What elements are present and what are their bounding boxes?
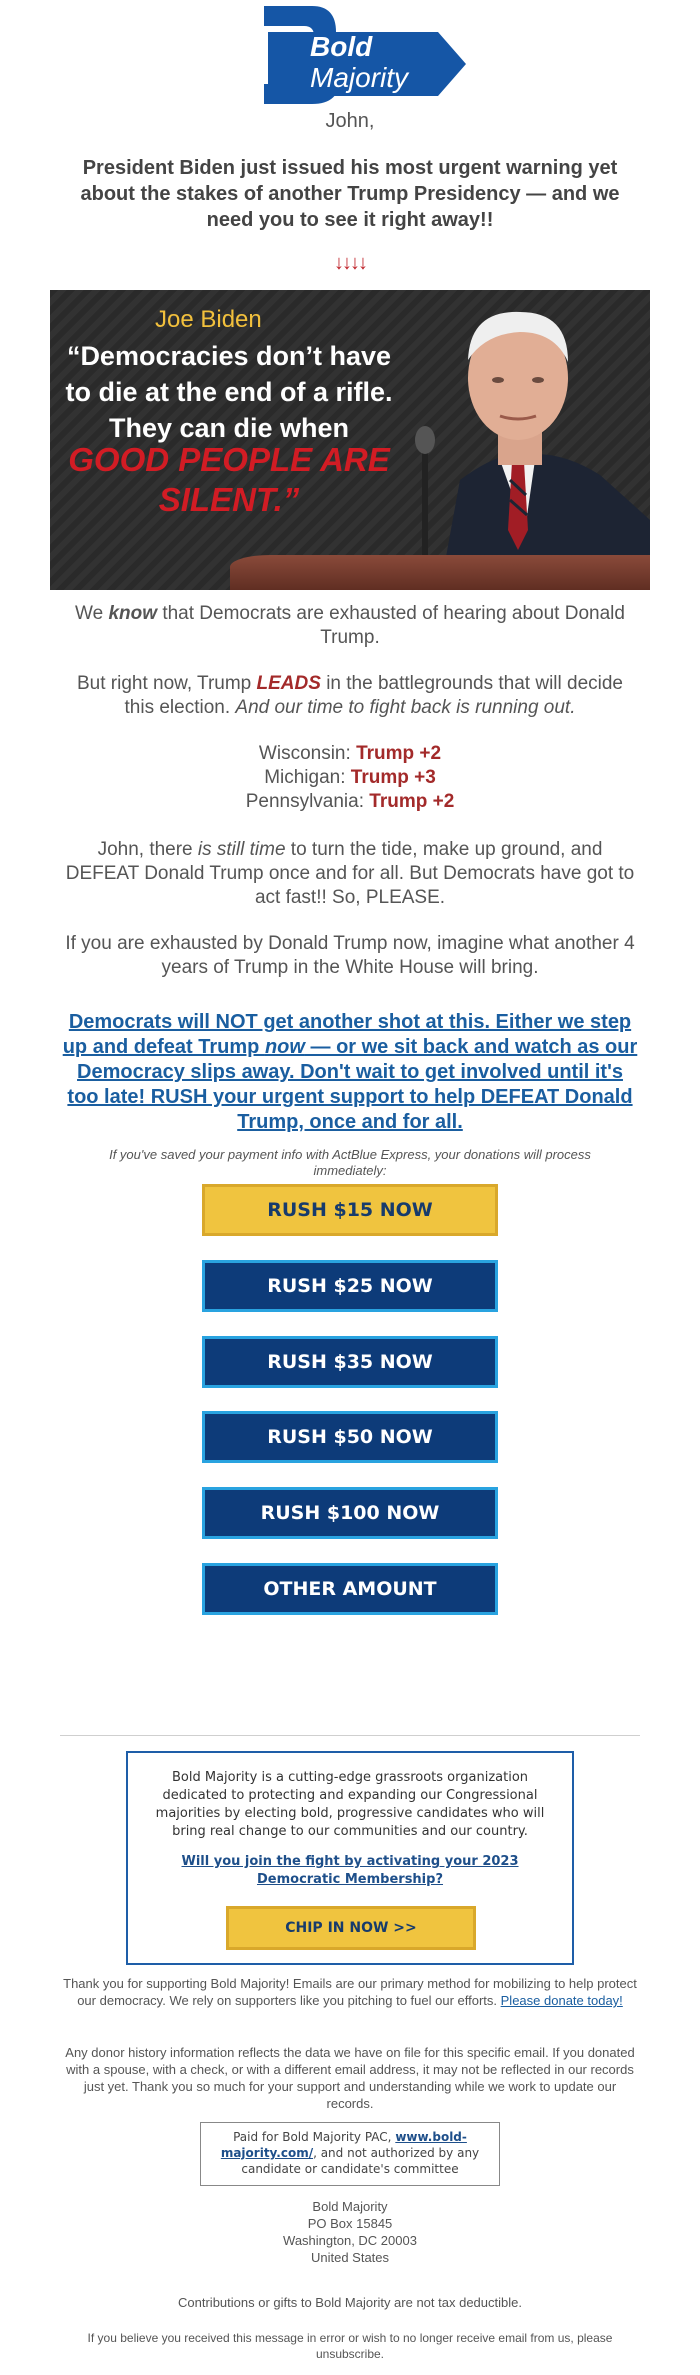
membership-box — [126, 1751, 574, 1965]
logo-line2: Majority — [310, 62, 409, 93]
biden-quote-banner[interactable] — [50, 290, 650, 590]
other-amount-button[interactable]: OTHER AMOUNT — [202, 1563, 498, 1615]
hero-quote-emphasis: GOOD PEOPLE ARE SILENT.” — [68, 441, 390, 518]
state-wisconsin: Wisconsin: Trump +2 — [258, 743, 442, 764]
donate-call-to-action-link[interactable]: Democrats will NOT get another shot at this. Either we step up and defeat Trump now — or we sit back and watch as our Democracy slips away. Don't wait to get involved until it's too late! RUSH your urgent support to help DEFEAT Donald Trump, once and for all. — [62, 1011, 638, 1133]
logo-line1: Bold — [310, 31, 373, 62]
rush-50-button[interactable]: RUSH $50 NOW — [202, 1411, 498, 1463]
hero-quote: “Democracies don’t have to die at the end of a rifle. They can die when — [65, 341, 393, 443]
podium — [230, 555, 650, 590]
divider — [60, 1735, 640, 1736]
biden-portrait-image — [400, 290, 650, 590]
membership-link[interactable]: Will you join the fight by activating your 2023 Democratic Membership? — [181, 1854, 519, 1887]
mailing-address: Bold Majority PO Box 15845 Washington, DC 20003 United States — [283, 2199, 417, 2265]
rush-35-button[interactable]: RUSH $35 NOW — [202, 1336, 498, 1388]
paragraph-1: We know that Democrats are exhausted of hearing about Donald Trump. — [75, 603, 625, 648]
donate-today-link[interactable]: Please donate today! — [500, 1993, 623, 2008]
thanks-text: Thank you for supporting Bold Majority! Emails are our primary method for mobilizing to help protect our democracy. We rely on supporters like you pitching to fuel our efforts. Please donate today! — [63, 1976, 637, 2008]
rush-25-button[interactable]: RUSH $25 NOW — [202, 1260, 498, 1312]
website-link[interactable]: www.bold-majority.com/ — [220, 2130, 467, 2160]
down-arrows-icon: ↓↓↓↓ — [334, 252, 366, 274]
state-michigan: Michigan: Trump +3 — [264, 767, 436, 788]
rush-15-button[interactable]: RUSH $15 NOW — [202, 1184, 498, 1236]
unsubscribe-notice[interactable]: If you believe you received this message in error or wish to no longer receive email from us, please unsubscribe. — [87, 2331, 613, 2361]
paragraph-4: If you are exhausted by Donald Trump now, imagine what another 4 years of Trump in the White House will bring. — [65, 933, 635, 978]
rush-100-button[interactable]: RUSH $100 NOW — [202, 1487, 498, 1539]
paragraph-2: But right now, Trump LEADS in the battlegrounds that will decide this election. And our time to fight back is running out. — [76, 673, 624, 718]
about-text: Bold Majority is a cutting-edge grassroots organization dedicated to protecting and expanding our Congressional majorities by electing bold, progressive candidates who will bring real change to our communities and our country. — [155, 1770, 545, 1839]
donor-history-text: Any donor history information reflects the data we have on file for this specific email. If you donated with a spouse, with a check, or with a different email address, it may not be reflected in our records just yet. Thank you so much for your support and understanding while we work to update our records. — [65, 2045, 635, 2111]
bold-majority-logo[interactable] — [244, 4, 468, 104]
headline: President Biden just issued his most urgent warning yet about the stakes of another Trump Presidency — and we need you to see it right away!! — [80, 157, 620, 231]
hero-name: Joe Biden — [155, 306, 262, 333]
chip-in-button[interactable]: CHIP IN NOW >> — [226, 1906, 476, 1950]
paragraph-3: John, there is still time to turn the tide, make up ground, and DEFEAT Donald Trump once and for all. But Democrats have got to act fast!! So, PLEASE. — [65, 839, 635, 908]
state-pennsylvania: Pennsylvania: Trump +2 — [245, 791, 455, 812]
tax-notice: Contributions or gifts to Bold Majority are not tax deductible. — [178, 2295, 522, 2310]
paid-for-disclaimer: Paid for Bold Majority PAC, www.bold-majority.com/, and not authorized by any candidate or candidate's committee — [200, 2122, 500, 2186]
greeting: John, — [325, 110, 375, 132]
actblue-note: If you've saved your payment info with ActBlue Express, your donations will process immediately: — [109, 1147, 591, 1178]
